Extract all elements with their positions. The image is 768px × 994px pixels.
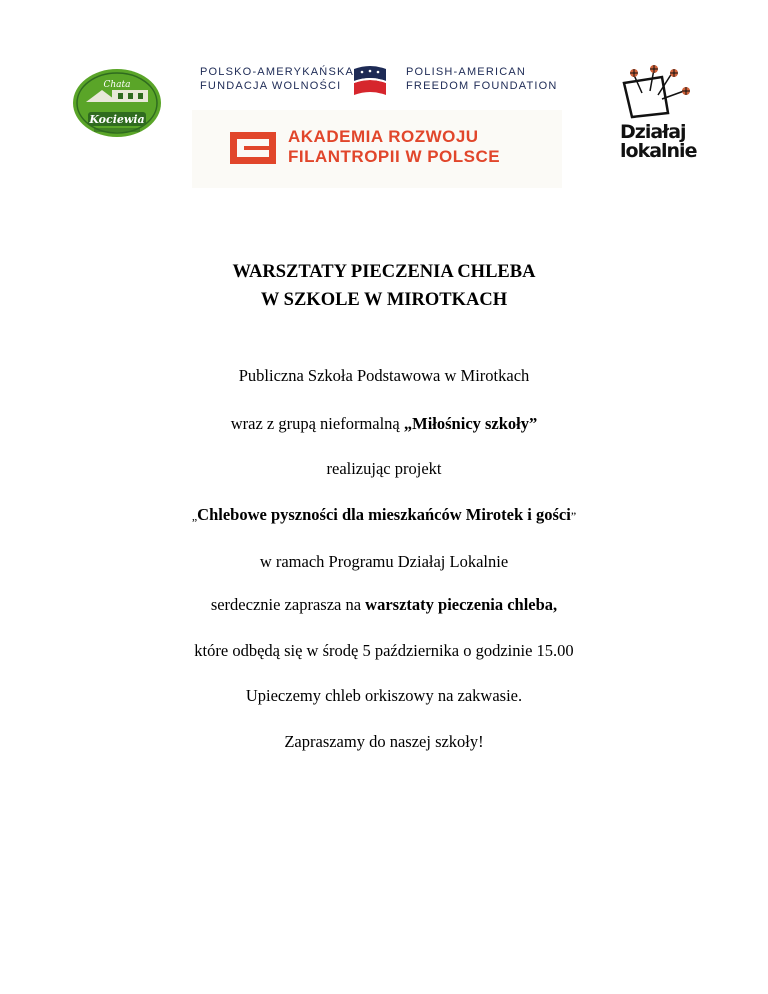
group-line [0,414,768,434]
kociewia-line2: Kociewia [89,113,145,126]
document-title [0,258,768,314]
pafw-left-line1: POLSKO-AMERYKAŃSKA [200,66,355,78]
invite-prefix: serdecznie zaprasza na [210,595,366,614]
pafw-logo [200,65,558,97]
project-open-quote: „ [191,509,198,523]
program-line: w ramach Programu Działaj Lokalnie [259,552,509,571]
school-line: Publiczna Szkoła Podstawowa w Mirotkach [238,366,530,385]
group-name: „Miłośnicy szkoły” [403,414,538,433]
project-close-quote: ” [570,509,577,523]
invite-line [0,595,768,615]
akademia-logo [192,110,562,188]
invite-bold: warsztaty pieczenia chleba, [365,595,558,614]
bake-line: Upieczemy chleb orkiszowy na zakwasie. [245,686,523,705]
dzialaj-line1: Działaj [620,121,686,143]
pafw-left-line2: FUNDACJA WOLNOŚCI [200,80,342,92]
kociewia-line1: Chata [103,80,131,90]
realizing-line: realizując projekt [326,459,442,478]
dzialaj-line2: lokalnie [620,140,697,162]
flower-pot-icon [612,65,702,125]
welcome-line: Zapraszamy do naszej szkoły! [284,732,484,751]
title-line2: W SZKOLE W MIROTKACH [260,290,508,310]
pafw-right-line1: POLISH-AMERICAN [406,66,527,78]
chata-kociewia-badge-icon [72,68,162,138]
pafw-right-line2: FREEDOM FOUNDATION [406,80,558,92]
group-prefix: wraz z grupą nieformalną [230,414,404,433]
chata-kociewia-logo [72,68,162,138]
akademia-line2: FILANTROPII W POLSCE [288,147,501,166]
when-line: które odbędą się w środę 5 października o godzinie 15.00 [194,641,574,660]
project-name: Chlebowe pyszności dla mieszkańców Mirotek i gości [197,505,571,524]
title-line1: WARSZTATY PIECZENIA CHLEBA [232,262,536,282]
project-line [0,505,768,525]
akademia-mark-icon [228,130,278,166]
pafw-emblem-icon [350,65,390,97]
dzialaj-lokalnie-logo [612,65,702,165]
akademia-line1: AKADEMIA ROZWOJU [288,127,479,146]
